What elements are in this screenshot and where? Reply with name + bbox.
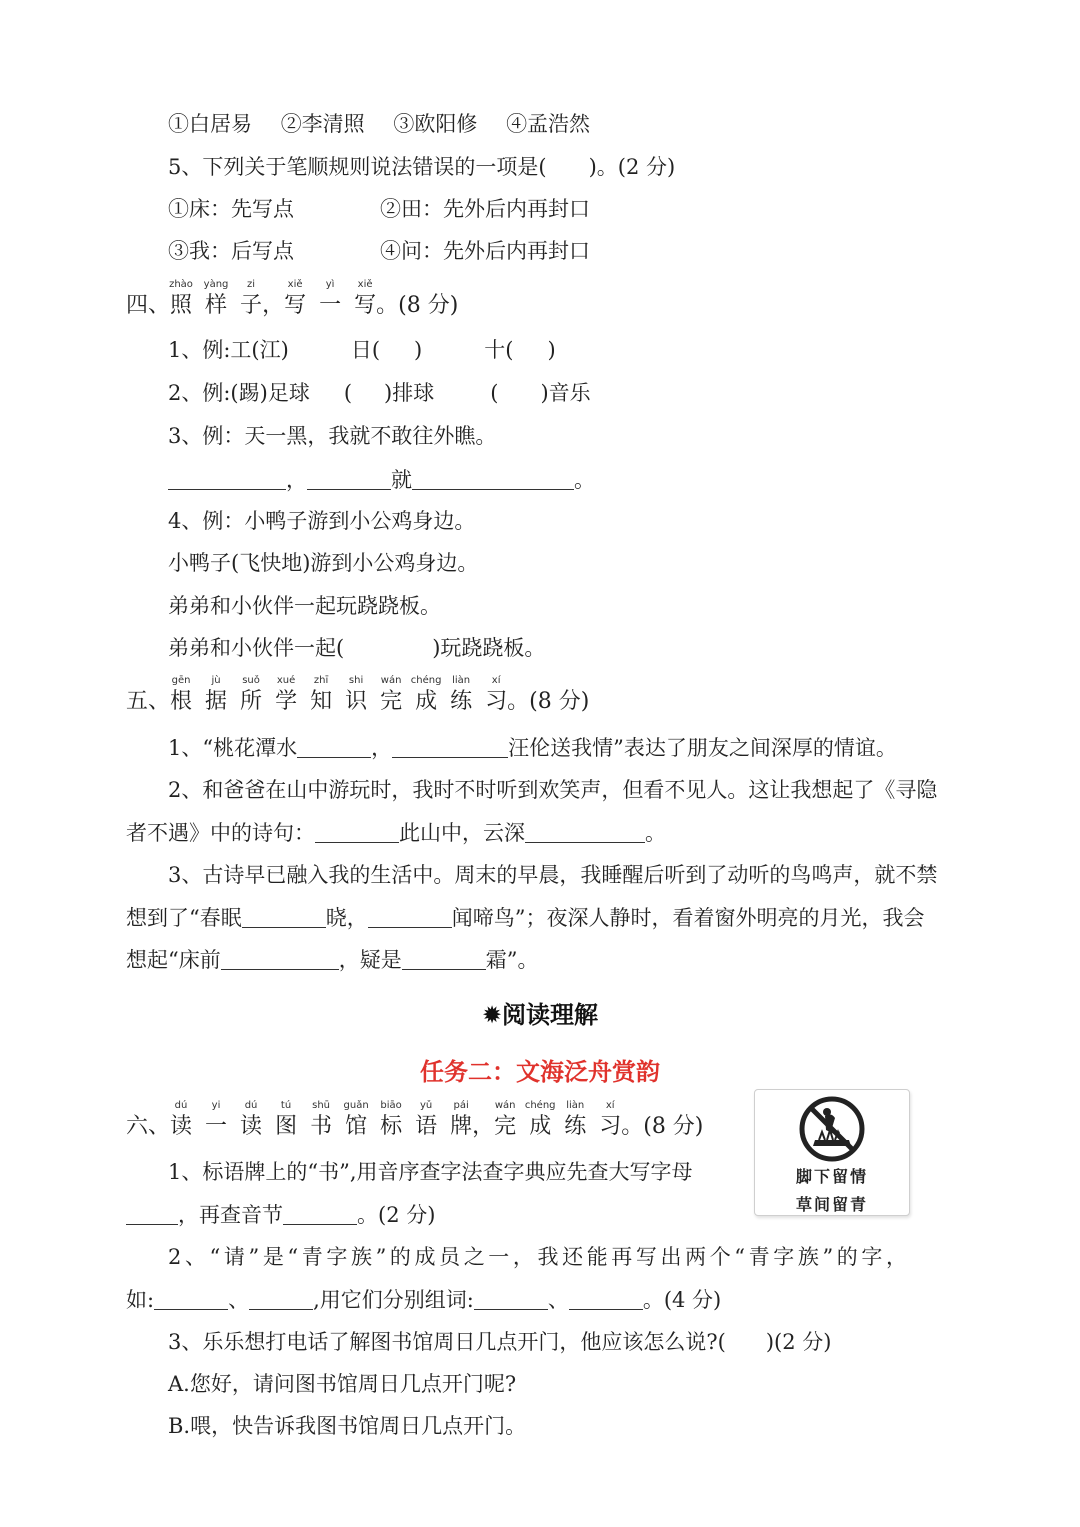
section-6-q2-line2: 如: 、 ,用它们分别组词: 、 。(4 分) <box>126 1288 722 1312</box>
answer-blank[interactable] <box>249 1289 313 1310</box>
section-5-q1: 1、“桃花潭水 ， 汪伦送我情”表达了朋友之间深厚的情谊。 <box>168 736 897 760</box>
option-4: ④孟浩然 <box>506 112 591 136</box>
section-4-q1: 1、例:工(江) 日( ) 十( ) <box>168 338 556 362</box>
answer-blank[interactable] <box>168 469 286 490</box>
q5-option-4: ④问：先外后内再封口 <box>380 239 590 263</box>
sign-line-1: 脚下留情 <box>795 1167 868 1186</box>
section-4-q4-example: 4、例：小鸭子游到小公鸡身边。 <box>168 509 476 533</box>
section-4-q4-example2: 小鸭子(飞快地)游到小公鸡身边。 <box>168 551 479 575</box>
previous-question-options <box>168 114 590 135</box>
question-5-stem: 5、下列关于笔顺规则说法错误的一项是( )。(2 分) <box>168 155 676 179</box>
q5-option-1: ①床：先写点 <box>168 197 294 221</box>
library-sign <box>754 1089 910 1216</box>
answer-blank[interactable] <box>126 1204 178 1225</box>
question-5-options-row1 <box>168 199 590 220</box>
section-6-q1-line1: 1、标语牌上的“书”,用音序查字法查字典应先查大写字母 <box>168 1160 693 1184</box>
section-5-q3-line3: 想起“床前 ，疑是 霜”。 <box>126 948 539 972</box>
section-6-q3-option-a: A.您好，请问图书馆周日几点开门呢? <box>168 1372 517 1396</box>
section-5-q2-line1: 2、和爸爸在山中游玩时，我时不时听到欢笑声，但看不见人。这让我想起了《寻隐 <box>168 778 938 802</box>
section-6-heading: 六、 dú 读 yi 一 dú 读 tú 图 shū 书 guǎn 馆 biāo 标 yǔ 语 pái 牌， wán 完 chéng 成 liàn 练 xí 习。(8 分) <box>126 1100 704 1139</box>
section-4-heading: 四、 zhào 照 yàng 样 zi 子， xiě 写 yì 一 xiě 写。(8 分) <box>126 279 459 318</box>
reading-section-title: ✹阅读理解 <box>481 1001 599 1029</box>
section-6-q2-line1: 2、“请”是“青字族”的成员之一，我还能再写出两个“青字族”的字， <box>168 1245 911 1269</box>
section-5-q3-line2: 想到了“春眠 晓， 闻啼鸟”；夜深人静时，看着窗外明亮的月光，我会 <box>126 906 925 930</box>
section-6-q1-line2: ，再查音节 。(2 分) <box>126 1204 435 1226</box>
answer-blank[interactable] <box>412 469 574 490</box>
q5-option-3: ③我：后写点 <box>168 239 294 263</box>
answer-blank[interactable] <box>221 949 339 970</box>
section-6-q3-stem: 3、乐乐想打电话了解图书馆周日几点开门，他应该怎么说?( )(2 分) <box>168 1330 832 1354</box>
section-5-heading: 五、 gēn 根 jù 据 suǒ 所 xué 学 zhī 知 shi 识 wán 完 chéng 成 liàn 练 xí 习。(8 分) <box>126 675 590 714</box>
no-trampling-grass-icon <box>797 1094 867 1164</box>
answer-blank[interactable] <box>368 907 452 928</box>
answer-blank[interactable] <box>283 1204 357 1225</box>
section-4-q4-fill: 弟弟和小伙伴一起( )玩跷跷板。 <box>168 636 546 660</box>
section-4-q3-example: 3、例：天一黑，我就不敢往外瞧。 <box>168 424 497 448</box>
answer-blank[interactable] <box>474 1289 548 1310</box>
sign-line-2: 草间留青 <box>795 1195 868 1214</box>
section-4-q2: 2、例:(踢)足球 ( )排球 ( )音乐 <box>168 381 591 405</box>
option-3: ③欧阳修 <box>393 112 478 136</box>
section-6-q3-option-b: B.喂，快告诉我图书馆周日几点开门。 <box>168 1414 527 1438</box>
answer-blank[interactable] <box>242 907 326 928</box>
answer-blank[interactable] <box>392 737 508 758</box>
q5-option-2: ②田：先外后内再封口 <box>380 197 590 221</box>
answer-blank[interactable] <box>569 1289 643 1310</box>
section-4-q4-sentence: 弟弟和小伙伴一起玩跷跷板。 <box>168 594 441 618</box>
answer-blank[interactable] <box>307 469 391 490</box>
option-2: ②李清照 <box>280 112 365 136</box>
task-title: 任务二：文海泛舟赏韵 <box>420 1058 660 1086</box>
answer-blank[interactable] <box>315 822 399 843</box>
answer-blank[interactable] <box>402 949 486 970</box>
section-4-q3-answer: ， 就 。 <box>168 469 595 491</box>
answer-blank[interactable] <box>297 737 371 758</box>
section-5-q2-line2: 者不遇》中的诗句： 此山中，云深 。 <box>126 821 666 845</box>
answer-blank[interactable] <box>154 1289 228 1310</box>
option-1: ①白居易 <box>168 112 252 136</box>
section-5-q3-line1: 3、古诗早已融入我的生活中。周末的早晨，我睡醒后听到了动听的鸟鸣声，就不禁 <box>168 863 938 887</box>
question-5-options-row2 <box>168 241 590 262</box>
answer-blank[interactable] <box>525 822 645 843</box>
